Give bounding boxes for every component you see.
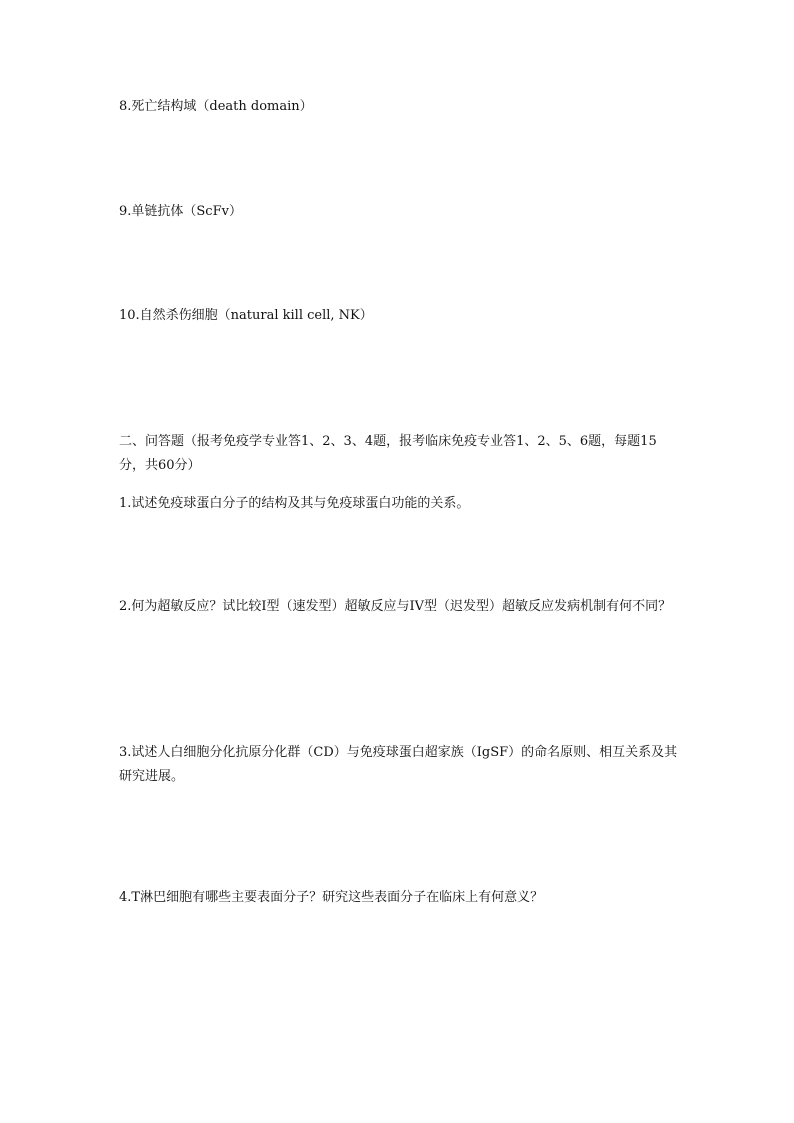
term-9: 9.单链抗体（ScFv） [119, 204, 242, 219]
term-8: 8.死亡结构域（death domain） [119, 99, 313, 114]
question-1: 1.试述免疫球蛋白分子的结构及其与免疫球蛋白功能的关系。 [119, 496, 470, 511]
question-2: 2.何为超敏反应？试比较I型（速发型）超敏反应与IV型（迟发型）超敏反应发病机制有何不同？ [119, 599, 672, 614]
term-10: 10.自然杀伤细胞（natural kill cell, NK） [119, 308, 373, 323]
question-4: 4.T淋巴细胞有哪些主要表面分子？研究这些表面分子在临床上有何意义？ [119, 890, 544, 905]
question-3: 3.试述人白细胞分化抗原分化群（CD）与免疫球蛋白超家族（IgSF）的命名原则、相互关系及其研究进展。 [119, 745, 678, 784]
section-2-heading: 二、问答题（报考免疫学专业答1、2、3、4题，报考临床免疫专业答1、2、5、6题，每题15分，共60分） [119, 434, 657, 473]
